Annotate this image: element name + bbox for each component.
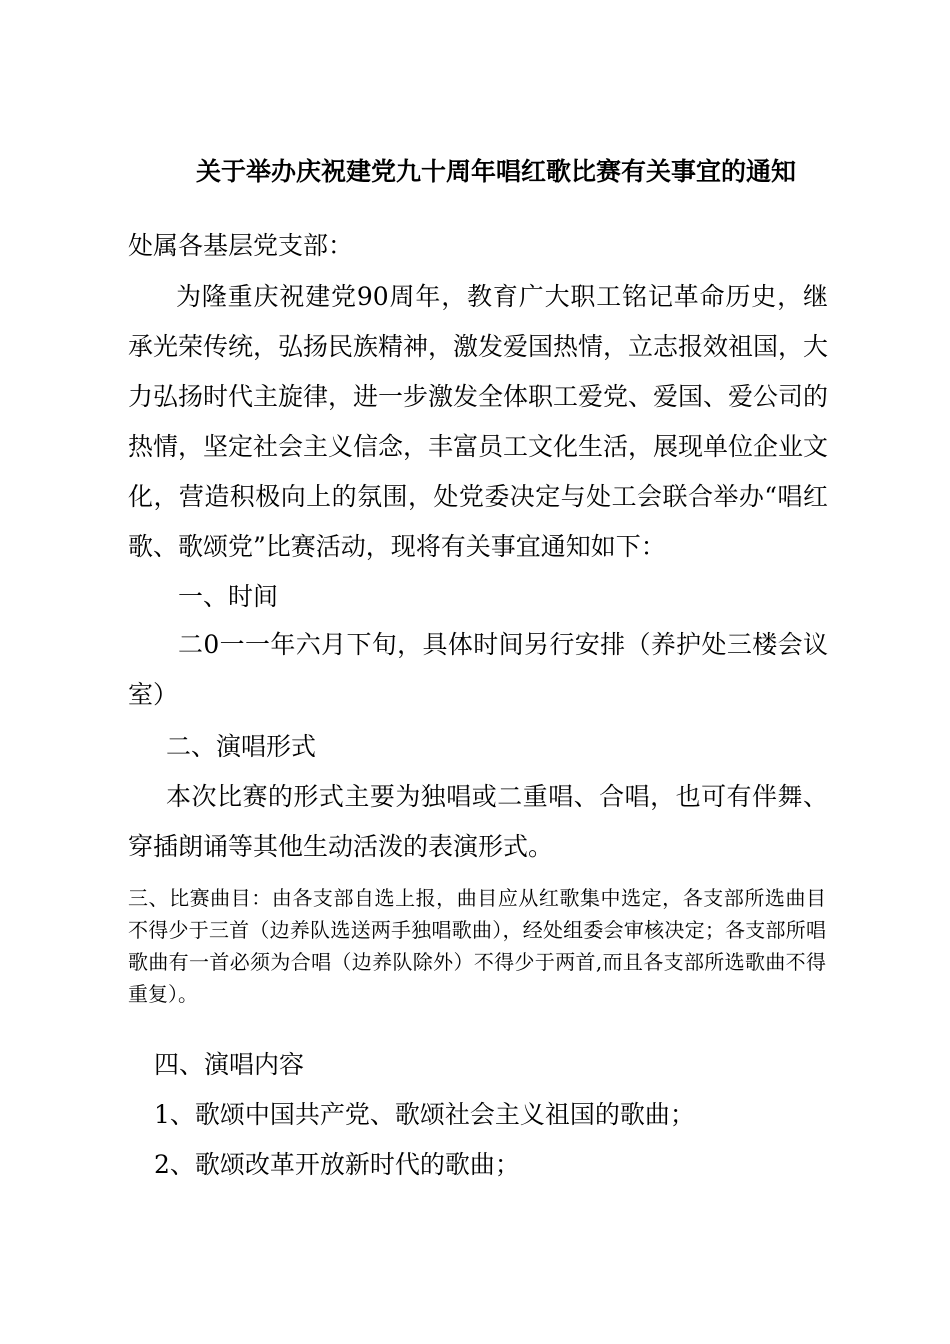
document-title: 关于举办庆祝建党九十周年唱红歌比赛有关事宜的通知 [195, 157, 796, 186]
section-form-text: 本次比赛的形式主要为独唱或二重唱、合唱，也可有伴舞、穿插朗诵等其他生动活泼的表演形式。 [128, 782, 828, 861]
section-time-text: 二0一一年六月下旬，具体时间另行安排（养护处三楼会议室） [128, 630, 828, 709]
content-item: 2、歌颂改革开放新时代的歌曲； [154, 1150, 520, 1179]
section-content-heading: 四、演唱内容 [154, 1050, 305, 1079]
section-form-heading: 二、演唱形式 [166, 732, 317, 761]
salutation: 处属各基层党支部： [128, 231, 354, 260]
intro-paragraph: 为隆重庆祝建党90周年，教育广大职工铭记革命历史，继承光荣传统，弘扬民族精神，激发爱国热情，立志报效祖国，大力弘扬时代主旋律，进一步激发全体职工爱党、爱国、爱公司的热情，坚定社会主义信念，丰富员工文化生活，展现单位企业文化，营造积极向上的氛围，处党委决定与处工会联合举办“唱红歌、歌颂党”比赛活动，现将有关事宜通知如下： [128, 282, 829, 561]
section-time-heading: 一、时间 [178, 582, 279, 611]
section-songs-text: 三、比赛曲目：由各支部自选上报，曲目应从红歌集中选定，各支部所选曲目不得少于三首（边养队选送两手独唱歌曲），经处组委会审核决定；各支部所唱歌曲有一首必须为合唱（边养队除外）不得少于两首,而且各支部所选歌曲不得重复）。 [128, 886, 826, 1006]
content-item: 1、歌颂中国共产党、歌颂社会主义祖国的歌曲； [154, 1100, 695, 1129]
